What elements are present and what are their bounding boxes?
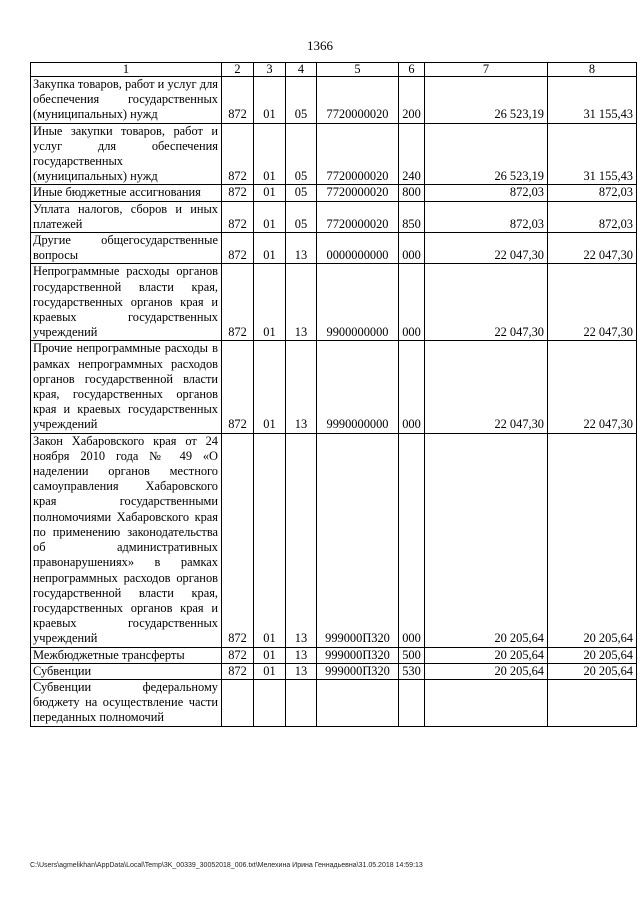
row-value-cell: 872: [222, 264, 254, 341]
row-value-cell: 01: [254, 185, 286, 201]
header-row: [31, 63, 637, 77]
row-value-cell: 872: [222, 201, 254, 232]
row-value-cell: 872,03: [425, 185, 548, 201]
row-value-cell: 999000П320: [317, 647, 399, 663]
col-header: 6: [399, 63, 425, 77]
row-value-cell: 999000П320: [317, 433, 399, 647]
row-value-cell: 22 047,30: [425, 264, 548, 341]
row-value-cell: 000: [399, 233, 425, 264]
row-name-cell: Закон Хабаровского края от 24 ноября 2010 года № 49 «О наделении органов местного самоуправления Хабаровского края государственными полномочиями Хабаровского края по применению законодательства об административных правонарушениях» в рамках непрограммных расходов органов государственной власти края, государственных органов края и краевых государственных учреждений: [31, 433, 222, 647]
row-value-cell: 22 047,30: [548, 264, 637, 341]
row-value-cell: 872: [222, 341, 254, 433]
row-value-cell: 500: [399, 647, 425, 663]
col-header: 7: [425, 63, 548, 77]
row-value-cell: 850: [399, 201, 425, 232]
table-row: [31, 433, 637, 647]
row-value-cell: 13: [286, 663, 317, 679]
row-name-cell: Иные бюджетные ассигнования: [31, 185, 222, 201]
table-row: [31, 679, 637, 726]
row-value-cell: 872: [222, 123, 254, 185]
row-value-cell: 000: [399, 264, 425, 341]
row-value-cell: [399, 679, 425, 726]
row-name-cell: Уплата налогов, сборов и иных платежей: [31, 201, 222, 232]
row-value-cell: 872,03: [548, 201, 637, 232]
row-name-cell: Непрограммные расходы органов государственной власти края, государственных органов края и краевых государственных учреждений: [31, 264, 222, 341]
row-value-cell: 13: [286, 647, 317, 663]
row-value-cell: 20 205,64: [548, 647, 637, 663]
row-value-cell: 999000П320: [317, 663, 399, 679]
row-name-cell: Иные закупки товаров, работ и услуг для обеспечения государственных (муниципальных) нужд: [31, 123, 222, 185]
row-value-cell: 0000000000: [317, 233, 399, 264]
row-value-cell: 240: [399, 123, 425, 185]
col-header: 5: [317, 63, 399, 77]
row-value-cell: 7720000020: [317, 123, 399, 185]
row-value-cell: 872: [222, 185, 254, 201]
row-value-cell: [254, 679, 286, 726]
row-value-cell: 872: [222, 233, 254, 264]
row-value-cell: 01: [254, 663, 286, 679]
table-row: [31, 201, 637, 232]
row-value-cell: 05: [286, 123, 317, 185]
row-name-cell: Субвенции федеральному бюджету на осуществление части переданных полномочий: [31, 679, 222, 726]
budget-table: [30, 62, 637, 727]
col-header: 4: [286, 63, 317, 77]
row-value-cell: 872: [222, 77, 254, 124]
row-value-cell: 872,03: [548, 185, 637, 201]
row-value-cell: 05: [286, 77, 317, 124]
table-row: [31, 123, 637, 185]
row-value-cell: 31 155,43: [548, 123, 637, 185]
row-value-cell: 22 047,30: [425, 341, 548, 433]
row-value-cell: 7720000020: [317, 201, 399, 232]
col-header: 2: [222, 63, 254, 77]
row-value-cell: [317, 679, 399, 726]
row-value-cell: 13: [286, 341, 317, 433]
row-value-cell: 01: [254, 123, 286, 185]
table-row: [31, 233, 637, 264]
row-value-cell: 000: [399, 341, 425, 433]
row-value-cell: 01: [254, 341, 286, 433]
row-value-cell: 800: [399, 185, 425, 201]
row-value-cell: 20 205,64: [548, 663, 637, 679]
row-value-cell: 872: [222, 647, 254, 663]
table-row: [31, 77, 637, 124]
row-value-cell: 9900000000: [317, 264, 399, 341]
row-value-cell: 20 205,64: [548, 433, 637, 647]
row-value-cell: 01: [254, 233, 286, 264]
row-value-cell: 13: [286, 233, 317, 264]
row-value-cell: 01: [254, 264, 286, 341]
row-name-cell: Межбюджетные трансферты: [31, 647, 222, 663]
row-value-cell: [425, 679, 548, 726]
row-value-cell: 13: [286, 264, 317, 341]
row-name-cell: Другие общегосударственные вопросы: [31, 233, 222, 264]
row-value-cell: 9990000000: [317, 341, 399, 433]
col-header: 8: [548, 63, 637, 77]
row-value-cell: 200: [399, 77, 425, 124]
row-value-cell: 872,03: [425, 201, 548, 232]
row-value-cell: 22 047,30: [548, 341, 637, 433]
file-path-footer: C:\Users\agmelikhan\AppData\Local\Temp\3K_00339_30052018_006.txt\Мелехина Ирина Геннадьевна\31.05.2018 14:59:13: [30, 862, 423, 869]
row-value-cell: 01: [254, 433, 286, 647]
row-value-cell: 20 205,64: [425, 663, 548, 679]
row-value-cell: [548, 679, 637, 726]
table-row: [31, 663, 637, 679]
row-value-cell: 872: [222, 663, 254, 679]
row-value-cell: 7720000020: [317, 77, 399, 124]
row-value-cell: [222, 679, 254, 726]
row-value-cell: 7720000020: [317, 185, 399, 201]
row-value-cell: [286, 679, 317, 726]
col-header: 3: [254, 63, 286, 77]
row-value-cell: 01: [254, 77, 286, 124]
row-value-cell: 000: [399, 433, 425, 647]
row-value-cell: 05: [286, 185, 317, 201]
row-value-cell: 01: [254, 647, 286, 663]
row-value-cell: 20 205,64: [425, 647, 548, 663]
row-value-cell: 13: [286, 433, 317, 647]
page-number: 1366: [307, 38, 333, 53]
table-row: [31, 341, 637, 433]
row-value-cell: 20 205,64: [425, 433, 548, 647]
row-name-cell: Прочие непрограммные расходы в рамках непрограммных расходов органов государственной власти края, государственных органов края и краевых государственных учреждений: [31, 341, 222, 433]
row-value-cell: 530: [399, 663, 425, 679]
row-value-cell: 22 047,30: [425, 233, 548, 264]
row-value-cell: 22 047,30: [548, 233, 637, 264]
table-row: [31, 647, 637, 663]
col-header: 1: [31, 63, 222, 77]
row-value-cell: 31 155,43: [548, 77, 637, 124]
row-value-cell: 05: [286, 201, 317, 232]
row-value-cell: 01: [254, 201, 286, 232]
row-name-cell: Закупка товаров, работ и услуг для обеспечения государственных (муниципальных) нужд: [31, 77, 222, 124]
table-row: [31, 185, 637, 201]
row-value-cell: 26 523,19: [425, 77, 548, 124]
row-value-cell: 872: [222, 433, 254, 647]
row-value-cell: 26 523,19: [425, 123, 548, 185]
row-name-cell: Субвенции: [31, 663, 222, 679]
table-row: [31, 264, 637, 341]
